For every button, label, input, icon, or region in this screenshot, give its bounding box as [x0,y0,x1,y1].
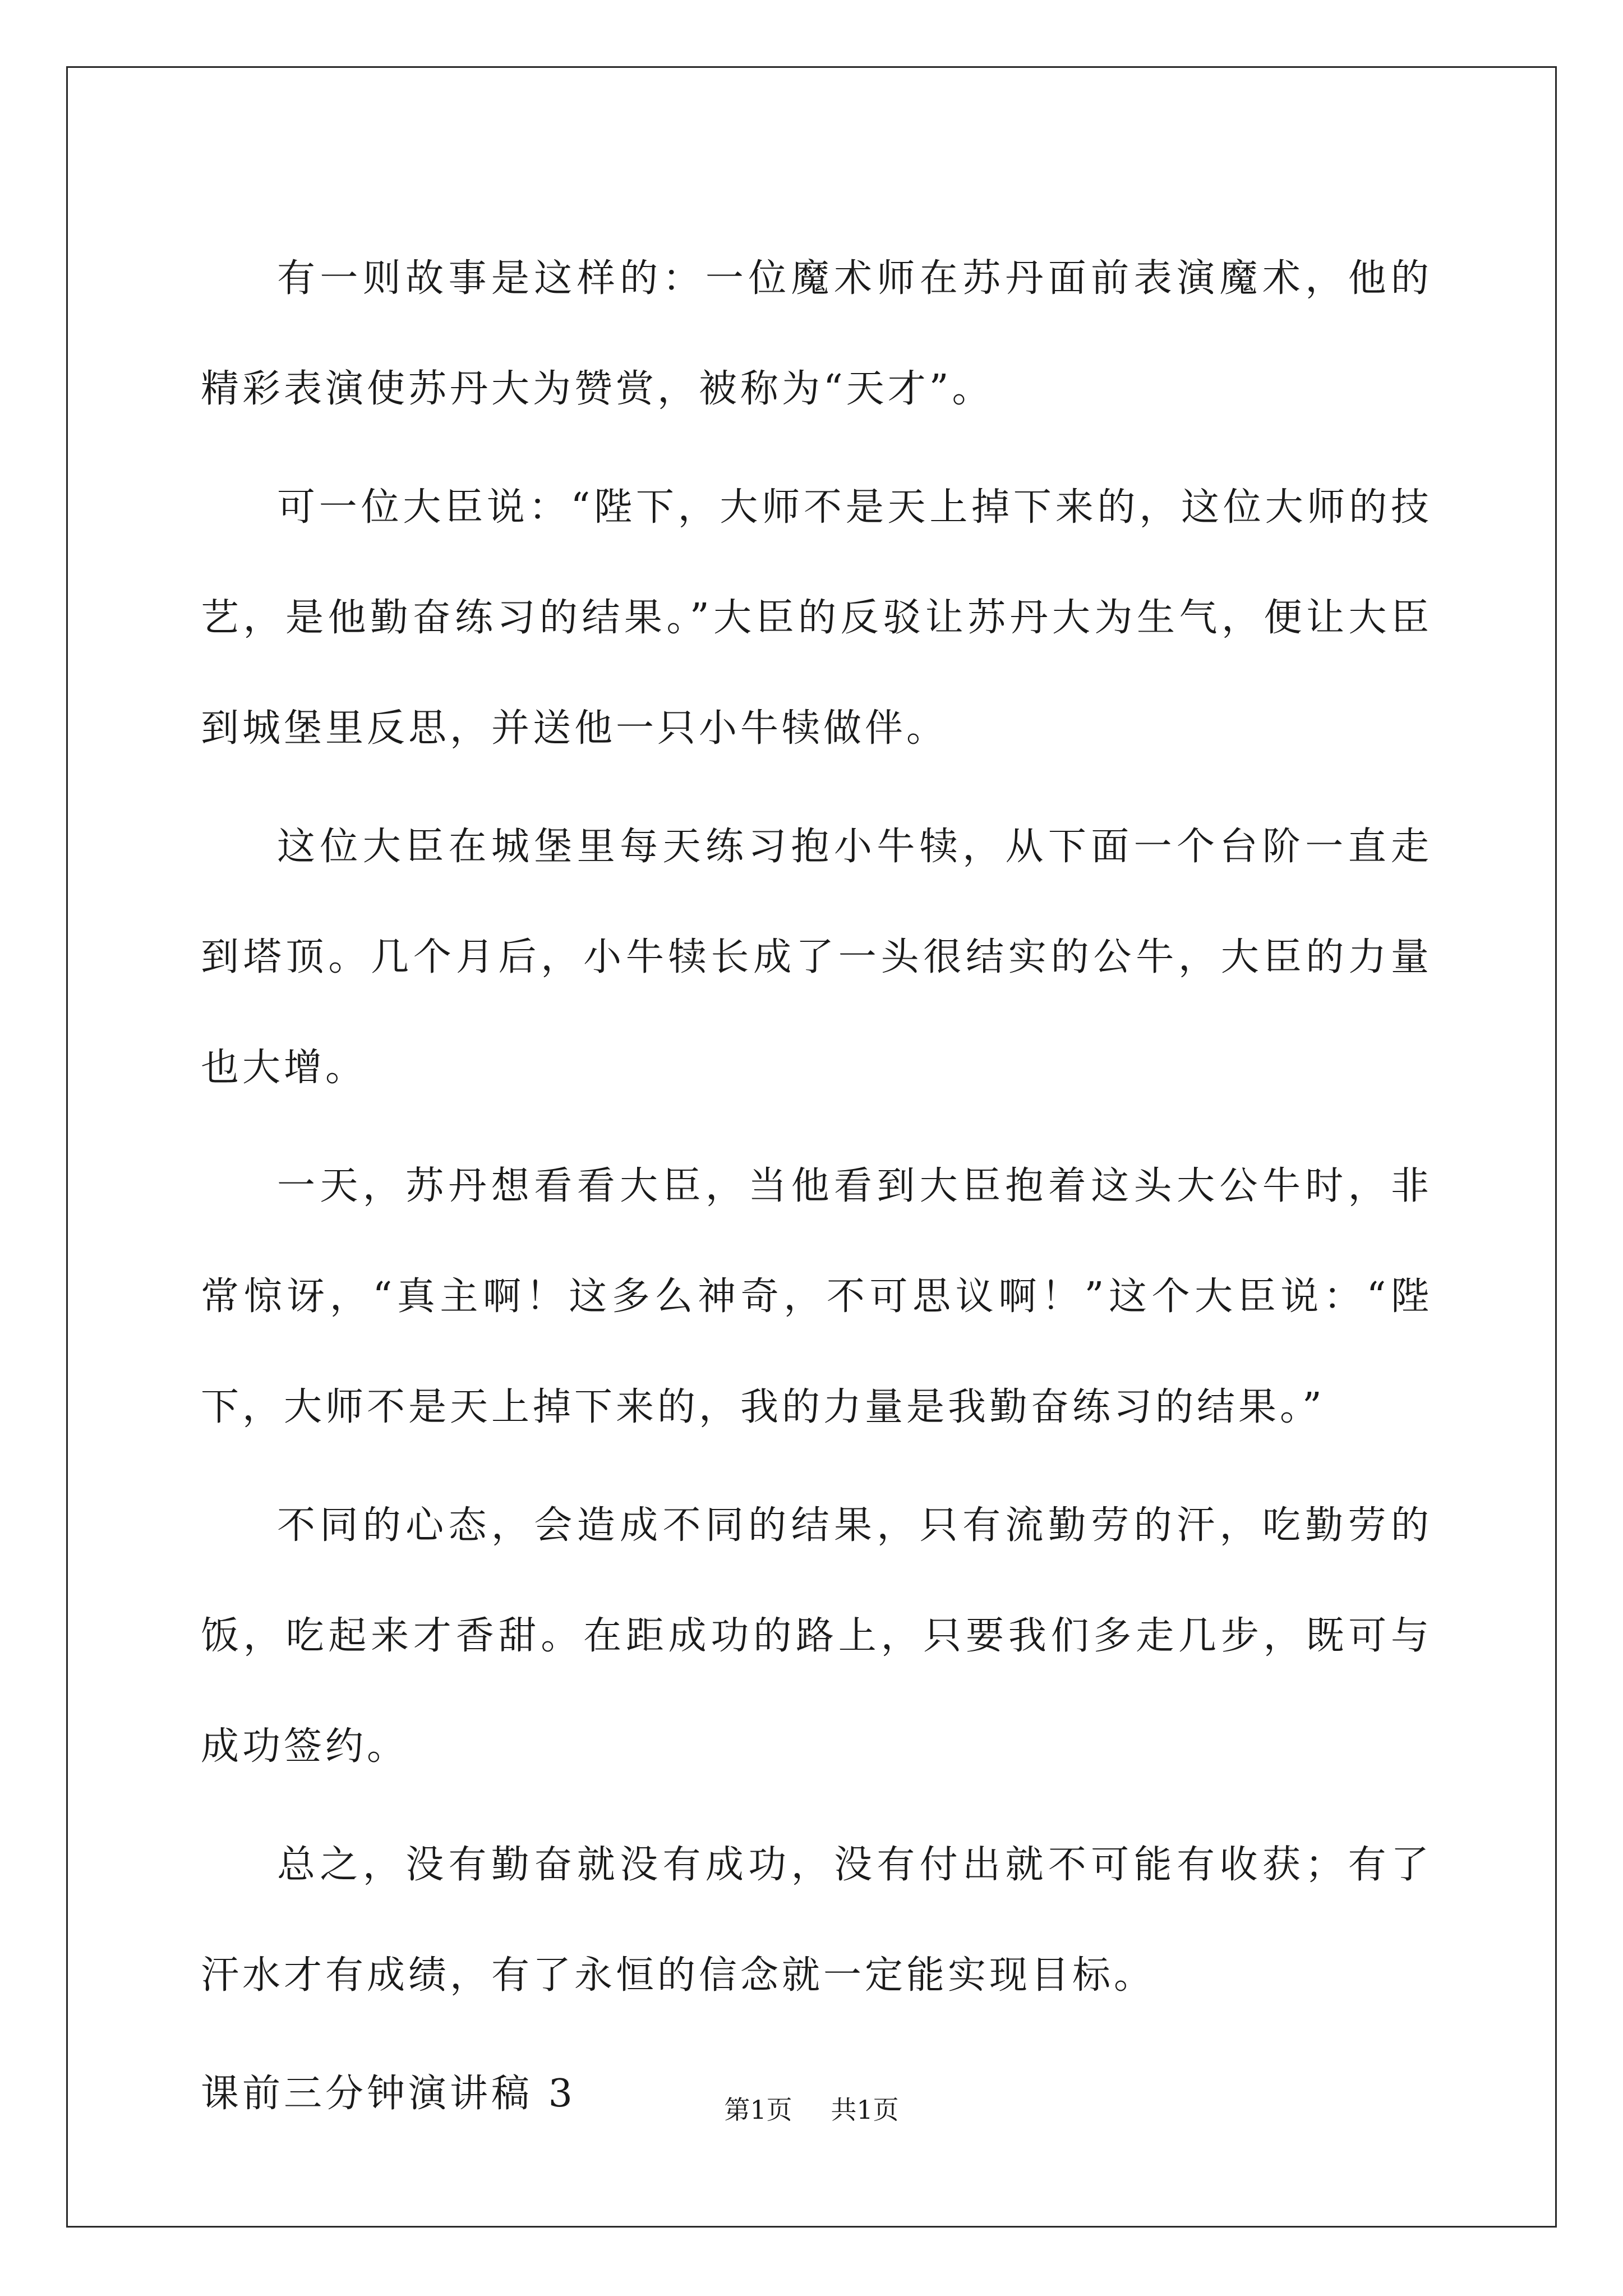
page-number: 第1页 [724,2095,792,2125]
page-total: 共1页 [831,2095,899,2125]
paragraph-3: 这位大臣在城堡里每天练习抱小牛犊，从下面一个台阶一直走到塔顶。几个月后，小牛犊长成了一头很结实的公牛，大臣的力量也大增。 [201,825,1432,1090]
paragraph-4: 一天，苏丹想看看大臣，当他看到大臣抱着这头大公牛时，非常惊讶，“真主啊！这多么神奇，不可思议啊！”这个大臣说：“陛下，大师不是天上掉下来的，我的力量是我勤奋练习的结果。” [201,1164,1432,1429]
paragraph-6: 总之，没有勤奋就没有成功，没有付出就不可能有收获；有了汗水才有成绩，有了永恒的信念就一定能实现目标。 [201,1843,1432,1998]
paragraph-5: 不同的心态，会造成不同的结果，只有流勤劳的汗，吃勤劳的饭，吃起来才香甜。在距成功的路上，只要我们多走几步，既可与成功签约。 [201,1503,1432,1769]
document-body [201,223,1432,2149]
paragraph-1: 有一则故事是这样的：一位魔术师在苏丹面前表演魔术，他的精彩表演使苏丹大为赞赏，被称为“天才”。 [201,256,1432,411]
section-heading: 课前三分钟演讲稿 3 [201,2072,576,2116]
paragraph-2: 可一位大臣说：“陛下，大师不是天上掉下来的，这位大师的技艺，是他勤奋练习的结果。”大臣的反驳让苏丹大为生气，便让大臣到城堡里反思，并送他一只小牛犊做伴。 [201,485,1432,751]
page-footer [0,2090,1623,2127]
